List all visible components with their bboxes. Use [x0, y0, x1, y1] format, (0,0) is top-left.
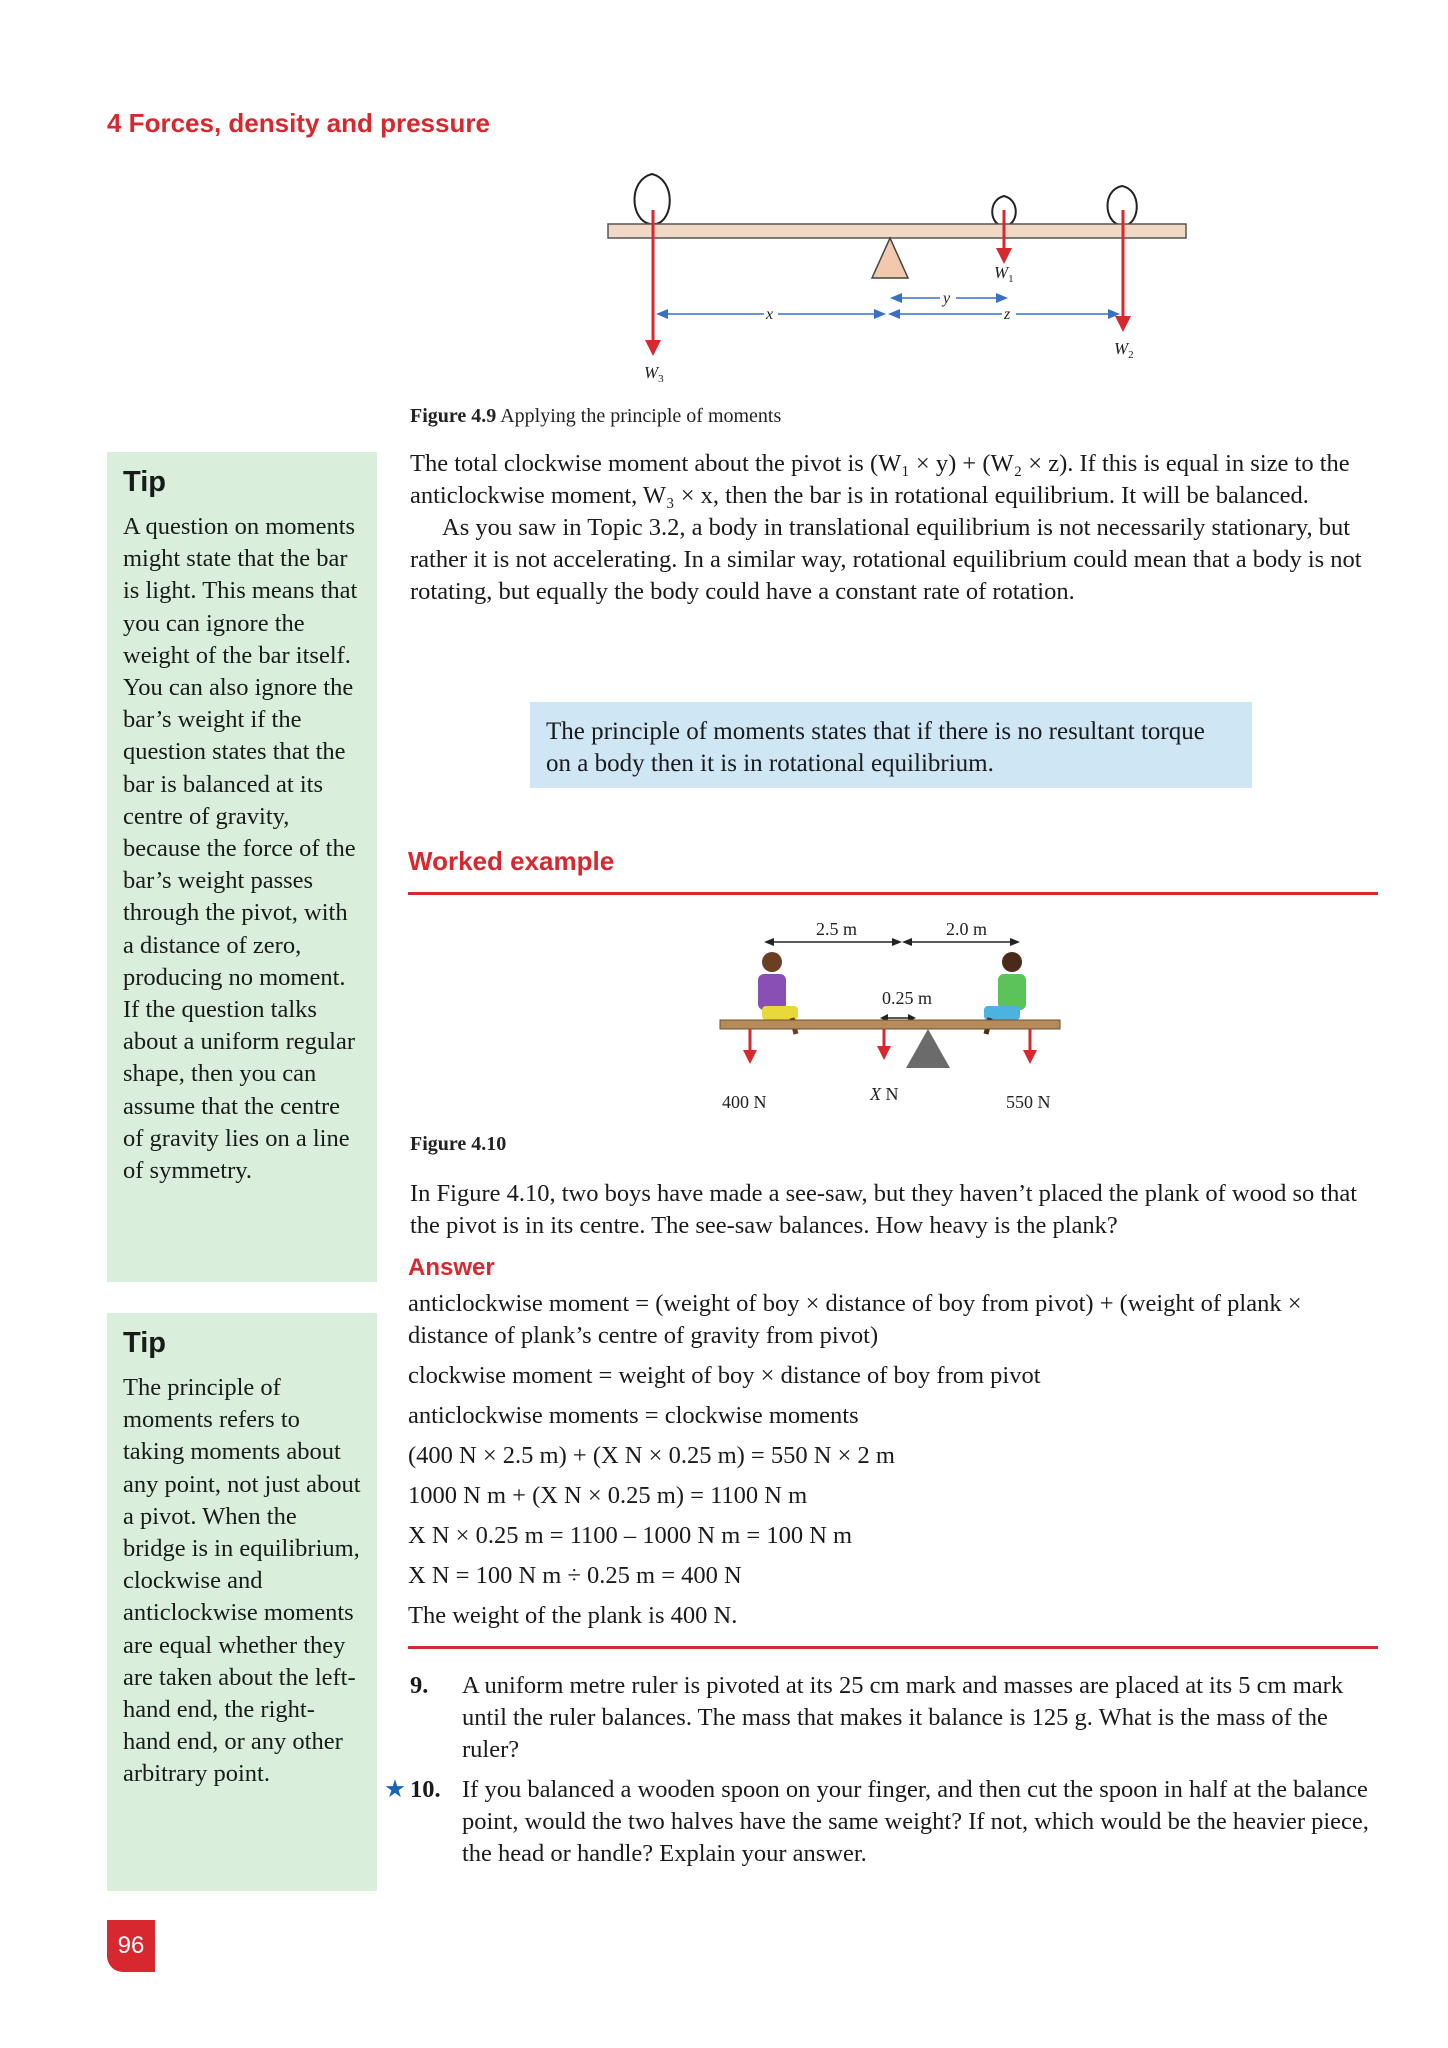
answer-line-5: (400 N × 2.5 m) + (X N × 0.25 m) = 550 N × 2 m [408, 1442, 895, 1469]
tip-box-2 [107, 1313, 377, 1891]
worked-example-top-rule [408, 892, 1378, 895]
distance-0-25m: 0.25 m [882, 988, 933, 1008]
force-x-label: X [870, 1084, 881, 1104]
tip-box-1 [107, 452, 377, 1282]
figure-4-9-number: Figure 4.9 [410, 405, 497, 427]
label-x: x [766, 306, 774, 323]
label-w2: W [1114, 339, 1129, 358]
worked-example-bottom-rule [408, 1646, 1378, 1649]
label-w3-sub: 3 [658, 373, 664, 385]
question-9-text: A uniform metre ruler is pivoted at its 25 cm mark and masses are placed at its 5 cm mark until the ruler balances. The mass that makes it balance is 125 g. What is the mass of the ruler? [462, 1672, 1344, 1763]
question-10 [384, 1774, 1374, 1870]
page-number: 96 [107, 1920, 155, 1972]
answer-title: Answer [408, 1254, 495, 1281]
figure-4-9-text: Applying the principle of moments [500, 405, 782, 427]
force-550n: 550 N [1006, 1092, 1051, 1112]
force-400n: 400 N [722, 1092, 767, 1112]
worked-example-title: Worked example [408, 846, 615, 876]
principle-key-box: The principle of moments states that if there is no resultant torque on a body then it is in rotational equilibrium. [530, 702, 1252, 788]
tip-1-text: A question on moments might state that the bar is light. This means that you can ignore the weight of the bar itself. You can also ignore the bar’s weight if the question states that the bar is balanced at its centre of gravity, because the force of the bar’s weight passes through the pivot, with a distance of zero, producing no moment. If the question talks about a uniform regular shape, then you can assume that the centre of gravity lies on a line of symmetry. [123, 513, 358, 1185]
see-saw-pivot [906, 1029, 950, 1068]
answer-line-1: anticlockwise moment = (weight of boy × distance of boy from pivot) + (weight of plank × [408, 1290, 1302, 1317]
answer-line-2: distance of plank’s centre of gravity from pivot) [408, 1322, 879, 1349]
figure-4-9-caption [410, 405, 781, 428]
tip-2-text: The principle of moments refers to taking moments about any point, not just about a pivot. When the bridge is in equilibrium, clockwise and anticlockwise moments are equal whether they are taken about the left-hand end, the right-hand end, or any other arbitrary point. [123, 1374, 361, 1788]
intro-paragraphs [410, 448, 1370, 608]
right-boy-shirt [998, 974, 1026, 1010]
bar [608, 224, 1186, 238]
label-y: y [943, 290, 951, 307]
paragraph-1: The total clockwise moment about the pivot is (W₁ × y) + (W₂ × z). If this is equal in size to the anticlockwise moment, W₃ × x, then the bar is in rotational equilibrium. It will be balanced. [410, 450, 1350, 509]
answer-line-7: X N × 0.25 m = 1100 – 1000 N m = 100 N m [408, 1522, 853, 1549]
see-saw-plank [720, 1020, 1060, 1029]
answer-line-8: X N = 100 N m ÷ 0.25 m = 400 N [408, 1562, 742, 1589]
question-10-text: If you balanced a wooden spoon on your finger, and then cut the spoon in half at the balance point, would the two halves have the same weight? If not, which would be the heavier piece, the head or handle? Explain your answer. [462, 1776, 1369, 1867]
star-icon: ★ [384, 1776, 406, 1803]
force-x-unit: N [881, 1084, 899, 1104]
label-w1-sub: 1 [1008, 273, 1014, 285]
left-boy-head [762, 952, 782, 972]
question-9-number: 9. [410, 1672, 429, 1699]
svg-text:X N [869, 1084, 899, 1104]
pivot-triangle [872, 238, 908, 278]
svg-text:W2 [1114, 339, 1134, 361]
chapter-title: 4 Forces, density and pressure [107, 108, 490, 138]
answer-line-9: The weight of the plank is 400 N. [408, 1602, 738, 1629]
figure-4-10-caption: Figure 4.10 [410, 1133, 507, 1155]
figure-4-10-diagram [700, 910, 1080, 1130]
paragraph-2: As you saw in Topic 3.2, a body in translational equilibrium is not necessarily stationary, but rather it is not accelerating. In a similar way, rotational equilibrium could mean that a body is not rotating, but equally the body could have a constant rate of rotation. [410, 514, 1362, 605]
answer-line-4: anticlockwise moments = clockwise moments [408, 1402, 859, 1429]
right-boy-head [1002, 952, 1022, 972]
distance-2-5m: 2.5 m [816, 919, 858, 939]
distance-2-0m: 2.0 m [946, 919, 988, 939]
svg-text:W1 [994, 263, 1014, 285]
label-w1: W [994, 263, 1009, 282]
tip-1-title: Tip [123, 466, 166, 498]
question-9 [384, 1670, 1374, 1766]
answer-line-6: 1000 N m + (X N × 0.25 m) = 1100 N m [408, 1482, 808, 1509]
figure-4-9-diagram [590, 160, 1210, 400]
svg-text:W3 [644, 363, 664, 385]
label-w2-sub: 2 [1128, 349, 1134, 361]
label-w3: W [644, 363, 659, 382]
worked-example-question: In Figure 4.10, two boys have made a see-saw, but they haven’t placed the plank of wood so that the pivot is in its centre. The see-saw balances. How heavy is the plank? [410, 1180, 1358, 1239]
tip-2-title: Tip [123, 1327, 166, 1359]
answer-line-3: clockwise moment = weight of boy × distance of boy from pivot [408, 1362, 1041, 1389]
left-boy-shirt [758, 974, 786, 1010]
label-z: z [1004, 306, 1011, 323]
question-10-number: 10. [410, 1776, 441, 1803]
